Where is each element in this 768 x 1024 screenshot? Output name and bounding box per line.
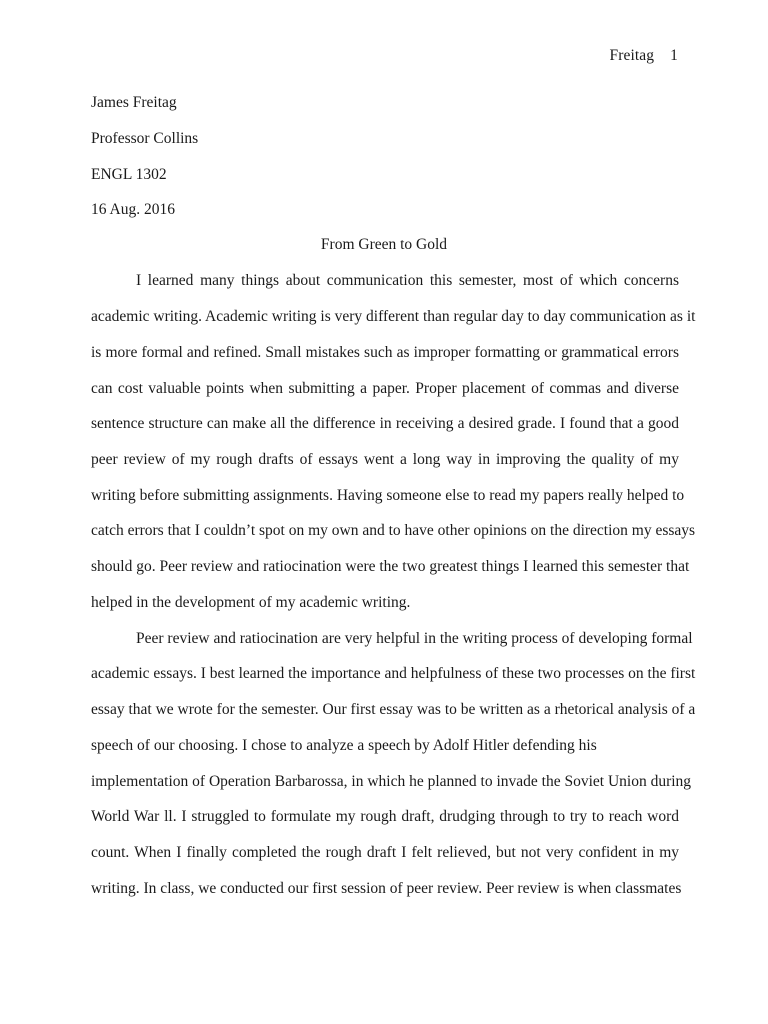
professor-name: Professor Collins — [91, 130, 199, 147]
submission-date: 16 Aug. 2016 — [91, 201, 175, 218]
paragraph-line: essay that we wrote for the semester. Our first essay was to be written as a rhetorical analysis of a — [91, 701, 696, 718]
essay-title: From Green to Gold — [320, 236, 448, 253]
course-code: ENGL 1302 — [91, 166, 167, 183]
paragraph-line: helped in the development of my academic writing. — [91, 594, 411, 611]
paragraph-line: count. When I finally completed the rough draft I felt relieved, but not very confident in my — [91, 844, 679, 861]
student-name: James Freitag — [91, 94, 177, 111]
paragraph-line: World War ll. I struggled to formulate my rough draft, drudging through to try to reach word — [91, 808, 679, 825]
paragraph-line: academic essays. I best learned the importance and helpfulness of these two processes on the first — [91, 665, 696, 682]
paragraph-line: is more formal and refined. Small mistakes such as improper formatting or grammatical errors — [91, 344, 679, 361]
running-head-surname: Freitag — [609, 47, 655, 64]
paragraph-line: peer review of my rough drafts of essays went a long way in improving the quality of my — [91, 451, 679, 468]
paragraph-line: sentence structure can make all the difference in receiving a desired grade. I found that a good — [91, 415, 679, 432]
paragraph-line: academic writing. Academic writing is very different than regular day to day communication as it — [91, 308, 696, 325]
paragraph-line: writing before submitting assignments. Having someone else to read my papers really helped to — [91, 487, 685, 504]
paragraph-line: writing. In class, we conducted our first session of peer review. Peer review is when classmates — [91, 880, 682, 897]
page-number: 1 — [670, 47, 678, 64]
running-head — [610, 47, 678, 65]
paragraph-line: can cost valuable points when submitting a paper. Proper placement of commas and diverse — [91, 380, 679, 397]
paragraph-line: implementation of Operation Barbarossa, in which he planned to invade the Soviet Union during — [91, 773, 692, 790]
paragraph-line: speech of our choosing. I chose to analyze a speech by Adolf Hitler defending his — [91, 737, 597, 754]
paragraph-line: catch errors that I couldn’t spot on my own and to have other opinions on the direction my essays — [91, 522, 696, 539]
paragraph-line: should go. Peer review and ratiocination were the two greatest things I learned this semester that — [91, 558, 690, 575]
paragraph-line: I learned many things about communication this semester, most of which concerns — [136, 272, 679, 289]
paragraph-line: Peer review and ratiocination are very helpful in the writing process of developing formal — [136, 630, 693, 647]
